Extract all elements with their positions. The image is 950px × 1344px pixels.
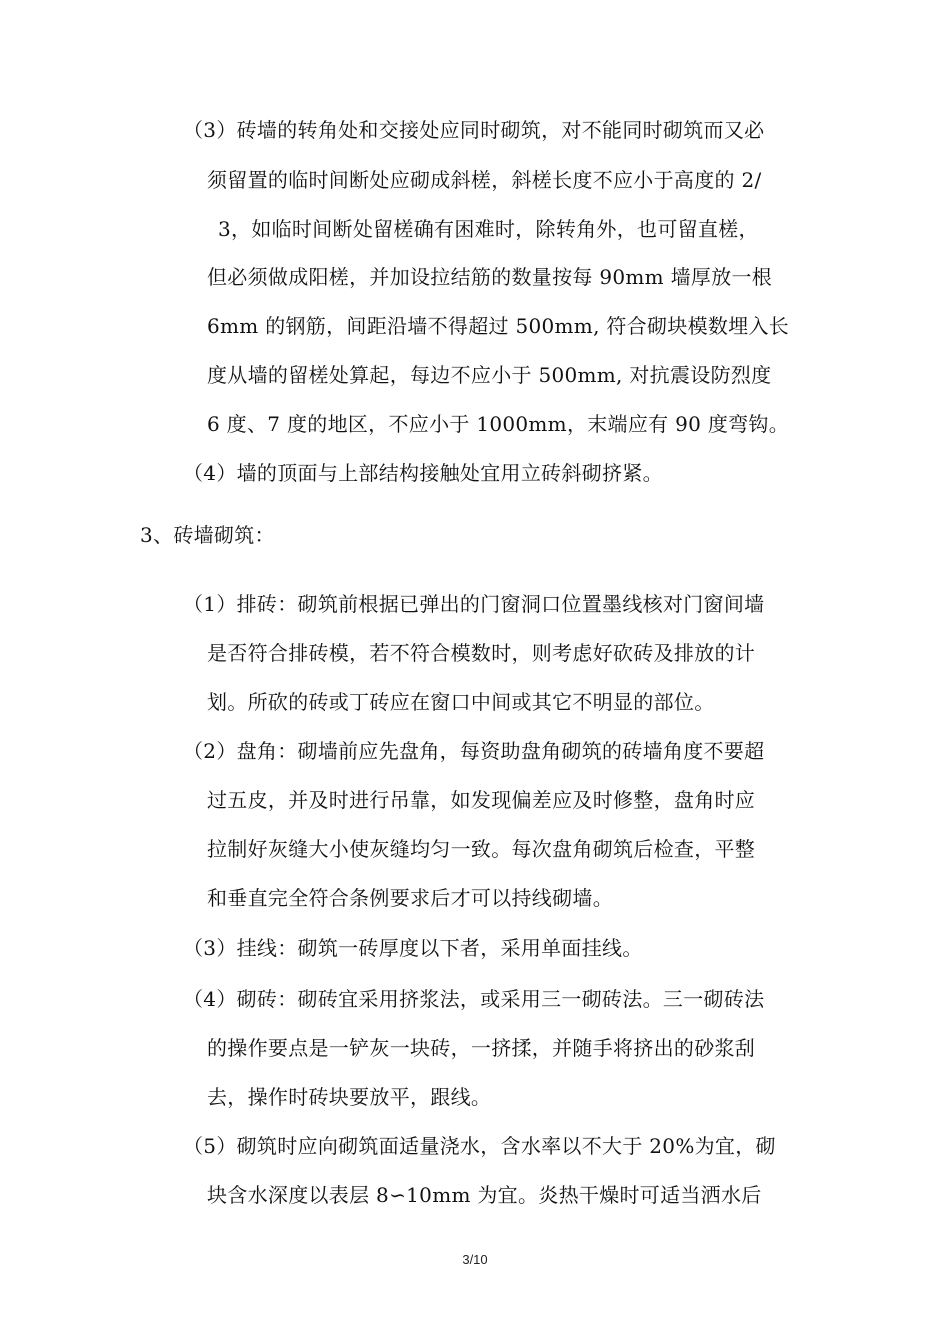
paragraph-line: （4）墙的顶面与上部结构接触处宜用立砖斜砌挤紧。 [183, 461, 663, 485]
paragraph-line: 但必须做成阳槎，并加设拉结筋的数量按每 90mm 墙厚放一根 [207, 265, 773, 289]
paragraph-line: 6 度、7 度的地区，不应小于 1000mm，末端应有 90 度弯钩。 [207, 412, 790, 436]
paragraph-line: （4）砌砖：砌砖宜采用挤浆法，或采用三一砌砖法。三一砌砖法 [183, 987, 765, 1011]
paragraph-line: 块含水深度以表层 8∽10mm 为宜。炎热干燥时可适当洒水后 [207, 1183, 762, 1207]
paragraph-line: 是否符合排砖模，若不符合模数时，则考虑好砍砖及排放的计 [207, 641, 756, 665]
paragraph-line: 拉制好灰缝大小使灰缝均匀一致。每次盘角砌筑后检查，平整 [207, 837, 756, 861]
paragraph-line: （2）盘角：砌墙前应先盘角，每资助盘角砌筑的砖墙角度不要超 [183, 739, 765, 763]
paragraph-line: 度从墙的留槎处算起，每边不应小于 500mm, 对抗震设防烈度 [207, 363, 772, 387]
paragraph-line: （3）挂线：砌筑一砖厚度以下者，采用单面挂线。 [183, 936, 643, 960]
paragraph-line: （3）砖墙的转角处和交接处应同时砌筑，对不能同时砌筑而又必 [183, 118, 765, 142]
paragraph-line: 和垂直完全符合条例要求后才可以持线砌墙。 [207, 886, 613, 910]
paragraph-line: 划。所砍的砖或丁砖应在窗口中间或其它不明显的部位。 [207, 690, 715, 714]
paragraph-line: （5）砌筑时应向砌筑面适量浇水，含水率以不大于 20%为宜，砌 [183, 1134, 776, 1158]
paragraph-line: 的操作要点是一铲灰一块砖，一挤揉，并随手将挤出的砂浆刮 [207, 1036, 756, 1060]
paragraph-line: 3，如临时间断处留槎确有困难时，除转角外，也可留直槎， [218, 217, 759, 241]
paragraph-line: 须留置的临时间断处应砌成斜槎，斜槎长度不应小于高度的 2/ [207, 168, 762, 192]
paragraph-line: 去，操作时砖块要放平，跟线。 [207, 1085, 492, 1109]
page-number: 3/10 [462, 1252, 488, 1267]
paragraph-line: 过五皮，并及时进行吊靠，如发现偏差应及时修整，盘角时应 [207, 788, 756, 812]
section-heading: 3、砖墙砌筑： [140, 523, 275, 547]
paragraph-line: （1）排砖：砌筑前根据已弹出的门窗洞口位置墨线核对门窗间墙 [183, 592, 765, 616]
paragraph-line: 6mm 的钢筋，间距沿墙不得超过 500mm, 符合砌块模数埋入长 [207, 314, 790, 338]
